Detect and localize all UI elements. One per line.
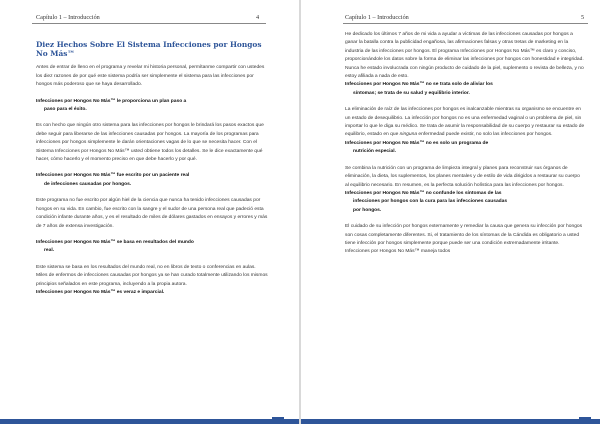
fact-heading bbox=[345, 140, 585, 157]
page-header bbox=[301, 14, 600, 24]
fact-heading bbox=[36, 98, 268, 115]
fact-heading bbox=[345, 190, 585, 215]
paragraph: El cuidado de su infección por hongos externamente y remediar la causa que genera su infección por hongos son cosas completamente diferentes. Si, el tratamiento de los síntomas de la Cándida es obligatorio a usted tiene infección por hongos simplemente porque puede ser una condición extremadamente irritante. Infecciones por Hongos No Más™ maneja todos bbox=[345, 224, 583, 255]
fact-heading-line: Infecciones por Hongos No Más™ se basa en resultados del mundo bbox=[36, 239, 194, 245]
paragraph: Se combina la nutrición con un programa de limpieza integral y planes para reconstruir sus órganos de eliminación, la dieta, los suplementos, los planes mentales y de estilo de vida dirigidos a restaurar su cuerpo al equilibrio necesario. En resumen, es la perfecta solución holística para las infecciones por hongos. bbox=[345, 165, 580, 188]
fact-heading-line: de infecciones causadas por hongos. bbox=[44, 181, 132, 187]
header-rule bbox=[343, 23, 588, 24]
fact-heading-line: Infecciones por Hongos No Más™ le proporciona un plan paso a bbox=[36, 98, 187, 104]
fact-heading-line: Infecciones por Hongos No Más™ no confunde los síntomas de las bbox=[345, 190, 502, 196]
fact-heading bbox=[36, 172, 268, 189]
fact-heading-line: paso para el éxito. bbox=[44, 107, 87, 113]
fact-heading-line: infecciones por hongos con la cura para las infecciones causadas bbox=[353, 199, 508, 205]
page-footer-bar bbox=[301, 419, 600, 424]
fact-heading-line: real. bbox=[44, 248, 55, 254]
header-title: Capítulo 1 – Introducción bbox=[345, 14, 409, 21]
fact-heading-line: Infecciones por Hongos No Más™ no se trata solo de aliviar los bbox=[345, 82, 493, 88]
page-content bbox=[345, 31, 585, 265]
paragraph-text: La eliminación de raíz de las infecciones por hongos es inalcanzable mientras su organismo se encuentre en un estado de desequilibrio. La infección por hongos no es una enfermedad vaginal o un problema de piel, sin importar lo que le diga su médico. Se trata de asumir la responsabilidad de su cuerpo y restaurar su estado de equilibrio, estado en que bbox=[345, 107, 585, 138]
header-rule bbox=[32, 23, 266, 24]
fact-heading-line: Infecciones por Hongos No Más™ fue escrito por un paciente real bbox=[36, 173, 190, 179]
paragraph bbox=[345, 106, 585, 140]
right-page bbox=[301, 0, 600, 424]
paragraph: He dedicado los últimos 7 años de mi vida a ayudar a víctimas de las infecciones causadas por hongos a ganar la batalla contra la publicidad engañosa, las afirmaciones falsas y otras tretas de marketing en la industria de las infecciones por hongos. El programa Infecciones por Hongos No Más™ es claro y conciso, proporcionándole los datos sobre la forma de eliminar las infecciones por hongos con honestidad e integridad. Nunca he estado involucrada con ningún producto de cuidado de la piel, suplemento o revista de belleza, y no estoy afiliada a nada de esto. bbox=[345, 32, 584, 80]
fact-heading-line: Infecciones por Hongos No Más™ no es solo un programa de bbox=[345, 140, 489, 146]
paragraph: Este programa no fue escrito por algún hiel de la ciencia que nunca ha tenido infecciones causadas por hongos en su vida. En cambio, fue escrito con la sangre y el sudor de una persona real que padeció esta condición infante durante años, y es el resultado de miles de dólares gastados en ensayos y errores y más de 7 años de extensa investigación. bbox=[36, 198, 268, 229]
fact-heading-line: por hongos. bbox=[353, 207, 382, 213]
fact-heading-line: síntomas; se trata de su salud y equilibrio interior. bbox=[353, 90, 470, 96]
paragraph: Antes de entrar de lleno en el programa y revelar mi historia personal, permítanme compartir con ustedes los diez razones de por qué este sistema podría ser simplemente el sistema para las infecciones por hongos más poderoso que se haya desarrollado. bbox=[36, 65, 265, 88]
header-title: Capítulo 1 – Introducción bbox=[36, 14, 100, 21]
emphasis: ninguna bbox=[399, 132, 418, 138]
page-number: 5 bbox=[581, 14, 585, 21]
page-number: 4 bbox=[256, 14, 260, 21]
page-content bbox=[36, 40, 268, 297]
paragraph: Este sistema se basa en los resultados del mundo real, no en libros de texto o conferencias en aulas. Miles de enfermos de infecciones causadas por hongos ya se han curado totalmente utilizando los mismos principios señalados en este programa, incluyendo a la propia autora. bbox=[36, 264, 268, 287]
page-footer-bar bbox=[0, 419, 299, 424]
paragraph-text: enfermedad puede existir, no solo las infecciones por hongos. bbox=[417, 132, 553, 138]
fact-heading: Infecciones por Hongos No Más™ es veraz e imparcial. bbox=[36, 289, 165, 295]
fact-heading-line: nutrición especial. bbox=[353, 149, 396, 155]
fact-heading bbox=[345, 81, 585, 98]
paragraph: Es con hecho que ningún otro sistema para las infecciones por hongos le brindará los pasos exactos que debe seguir para liberarse de las infecciones causadas por hongos. La mayoría de los programas para infecciones por hongos simplemente le darán orientaciones vagas de lo que se necesita hacer. Con el Sistema Infecciones por Hongos No Más™ usted obtiene todos los detalles. Se le dice exactamente qué hacer, cómo hacerlo y el momento preciso en que debe hacerlo y por qué. bbox=[36, 123, 264, 163]
page-header bbox=[0, 14, 299, 24]
fact-heading bbox=[36, 239, 268, 256]
left-page bbox=[0, 0, 299, 424]
section-heading: Diez Hechos Sobre El Sistema Infecciones por Hongos No Más™ bbox=[36, 40, 262, 59]
